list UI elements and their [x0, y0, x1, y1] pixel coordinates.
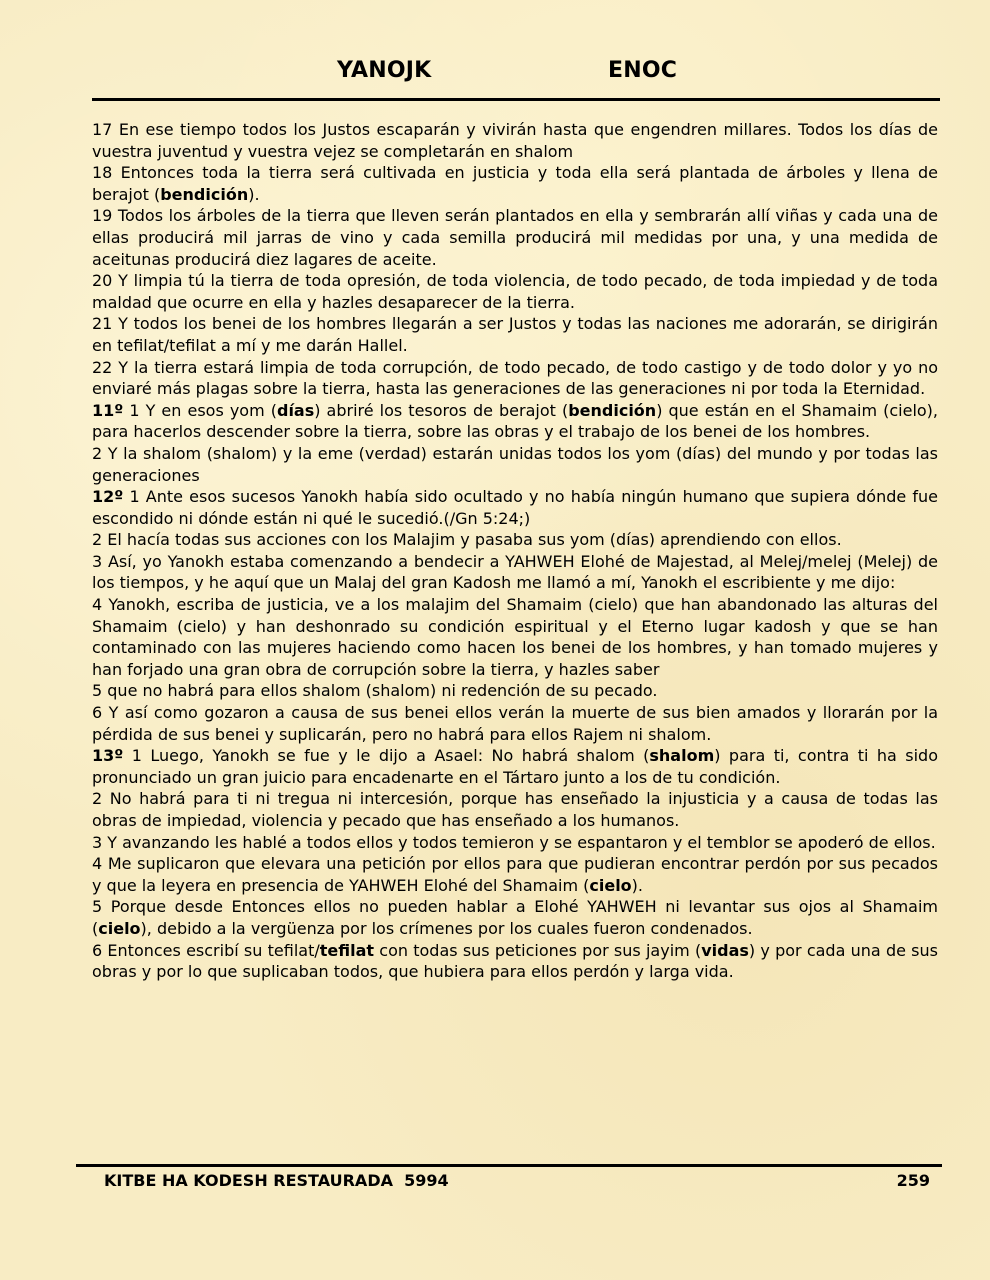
- bold-text: vidas: [701, 940, 749, 960]
- verse-paragraph-c13v6: [92, 940, 938, 983]
- header-title-hebrew: YANOJK: [337, 58, 432, 83]
- verse-text: 3 Y avanzando les hablé a todos ellos y todos temieron y se espantaron y el temblor se apoderó de ellos.: [92, 832, 936, 852]
- bold-text: shalom: [649, 746, 715, 766]
- verse-text: ).: [631, 875, 643, 895]
- header-rule: [92, 98, 940, 101]
- verse-paragraph-c12v5: [92, 680, 938, 702]
- verse-paragraph-p19: [92, 205, 938, 270]
- verse-paragraph-c13v4: [92, 853, 938, 896]
- verse-paragraph-p17: [92, 119, 938, 162]
- verse-text: 6 Y así como gozaron a causa de sus benei ellos verán la muerte de sus bien amados y llorarán por la pérdida de sus benei y suplicarán, pero no habrá para ellos Rajem ni shalom.: [92, 703, 938, 744]
- verse-text: ), debido a la vergüenza por los crímenes por los cuales fueron condenados.: [140, 918, 753, 938]
- verse-text: con todas sus peticiones por sus jayim (: [374, 940, 702, 960]
- verse-paragraph-c11v2: [92, 443, 938, 486]
- verse-text: 19 Todos los árboles de la tierra que lleven serán plantados en ella y sembrarán allí viñas y cada una de ellas producirá mil jarras de vino y cada semilla producirá mil medidas por una, y una medida de aceitunas producirá diez lagares de aceite.: [92, 206, 938, 269]
- page-number: 259: [896, 1171, 930, 1190]
- verse-text: 4 Me suplicaron que elevara una petición por ellos para que pudieran encontrar perdón por sus pecados y que la leyera en presencia de YAHWEH Elohé del Shamaim (: [92, 854, 938, 895]
- verse-paragraph-c12v2: [92, 529, 938, 551]
- verse-text: 6 Entonces escribí su tefilat/: [92, 940, 320, 960]
- bold-text: cielo: [589, 875, 632, 895]
- footer-rule: [76, 1164, 942, 1167]
- verse-text: 2 El hacía todas sus acciones con los Malajim y pasaba sus yom (días) aprendiendo con ellos.: [92, 530, 842, 550]
- verse-paragraph-c11v1: [92, 400, 938, 443]
- verse-text: ) para ti, contra ti ha sido pronunciado un gran juicio para encadenarte en el Tártaro junto a los de tu condición.: [92, 746, 938, 787]
- verse-text: 22 Y la tierra estará limpia de toda corrupción, de todo pecado, de todo castigo y de todo dolor y yo no enviaré más plagas sobre la tierra, hasta las generaciones de las generaciones ni por toda la Eternidad.: [92, 357, 938, 399]
- verse-text: 18 Entonces toda la tierra será cultivada en justicia y toda ella será plantada de árboles y llena de berajot (: [92, 163, 938, 204]
- verse-text: 5 que no habrá para ellos shalom (shalom) ni redención de su pecado.: [92, 681, 658, 701]
- bold-text: días: [276, 400, 315, 420]
- page-header: [0, 58, 990, 90]
- bold-text: bendición: [160, 184, 249, 204]
- bold-text: bendición: [568, 400, 657, 420]
- bold-text: 11º: [92, 400, 124, 420]
- verse-text: 5 Porque desde Entonces ellos no pueden hablar a Elohé YAHWEH ni levantar sus ojos al Shamaim (: [92, 897, 938, 938]
- verse-text: ).: [248, 184, 260, 204]
- verse-text: 3 Así, yo Yanokh estaba comenzando a bendecir a YAHWEH Elohé de Majestad, al Melej/melej (Melej) de los tiempos, y he aquí que un Malaj del gran Kadosh me llamó a mí, Yanokh el escribiente y me dijo:: [92, 551, 938, 593]
- verse-text: ) abriré los tesoros de berajot (: [314, 400, 569, 420]
- verse-paragraph-c13v3: [92, 832, 938, 854]
- verse-text: 21 Y todos los benei de los hombres llegarán a ser Justos y todas las naciones me adorarán, se dirigirán en tefilat/tefilat a mí y me darán Hallel.: [92, 314, 938, 355]
- header-title-spanish: ENOC: [608, 58, 678, 83]
- verse-paragraph-p21: [92, 313, 938, 356]
- verse-paragraph-p18: [92, 162, 938, 205]
- verse-text: 1 Luego, Yanokh se fue y le dijo a Asael: No habrá shalom (: [123, 746, 650, 766]
- verse-text: 1 Y en esos yom (: [123, 400, 277, 420]
- footer-title: KITBE HA KODESH RESTAURADA 5994: [104, 1171, 449, 1190]
- verse-paragraph-c12v6: [92, 702, 938, 745]
- verse-text: 1 Ante esos sucesos Yanokh había sido ocultado y no había ningún humano que supiera dónde fue escondido ni dónde están ni qué le sucedió.(/Gn 5:24;): [92, 487, 938, 528]
- verse-text: 4 Yanokh, escriba de justicia, ve a los malajim del Shamaim (cielo) que han abandonado las alturas del Shamaim (cielo) y han deshonrado su condición espiritual y el Eterno lugar kadosh y que se han contaminado con las mujeres haciendo como hacen los benei de los hombres, y han tomado mujeres y han forjado una gran obra de corrupción sobre la tierra, y hazles saber: [92, 595, 938, 679]
- bold-text: 13º: [92, 746, 124, 766]
- verse-paragraph-p22: [92, 357, 938, 400]
- bold-text: 12º: [92, 487, 124, 507]
- verse-text: 2 Y la shalom (shalom) y la eme (verdad) estarán unidas todos los yom (días) del mundo y por todas las generaciones: [92, 443, 938, 485]
- verse-paragraph-c12v4: [92, 594, 938, 680]
- document-body: [92, 119, 938, 983]
- verse-text: 20 Y limpia tú la tierra de toda opresión, de toda violencia, de todo pecado, de toda impiedad y de toda maldad que ocurre en ella y hazles desaparecer de la tierra.: [92, 271, 938, 312]
- bold-text: cielo: [98, 918, 141, 938]
- verse-text: ) que están en el Shamaim (cielo), para hacerlos descender sobre la tierra, sobre las obras y el trabajo de los benei de los hombres.: [92, 400, 939, 442]
- verse-paragraph-c12v3: [92, 551, 938, 594]
- verse-paragraph-p20: [92, 270, 938, 313]
- verse-paragraph-c13v5: [92, 896, 938, 939]
- verse-paragraph-c13v2: [92, 788, 938, 831]
- verse-paragraph-c12v1: [92, 486, 938, 529]
- verse-text: 2 No habrá para ti ni tregua ni intercesión, porque has enseñado la injusticia y a causa de todas las obras de impiedad, violencia y pecado que has enseñado a los humanos.: [92, 789, 938, 830]
- verse-paragraph-c13v1: [92, 745, 938, 788]
- verse-text: 17 En ese tiempo todos los Justos escaparán y vivirán hasta que engendren millares. Todos los días de vuestra juventud y vuestra vejez se completarán en shalom: [92, 120, 938, 161]
- verse-text: ) y por cada una de sus obras y por lo que suplicaban todos, que hubiera para ellos perdón y larga vida.: [92, 940, 938, 982]
- bold-text: tefilat: [319, 940, 375, 960]
